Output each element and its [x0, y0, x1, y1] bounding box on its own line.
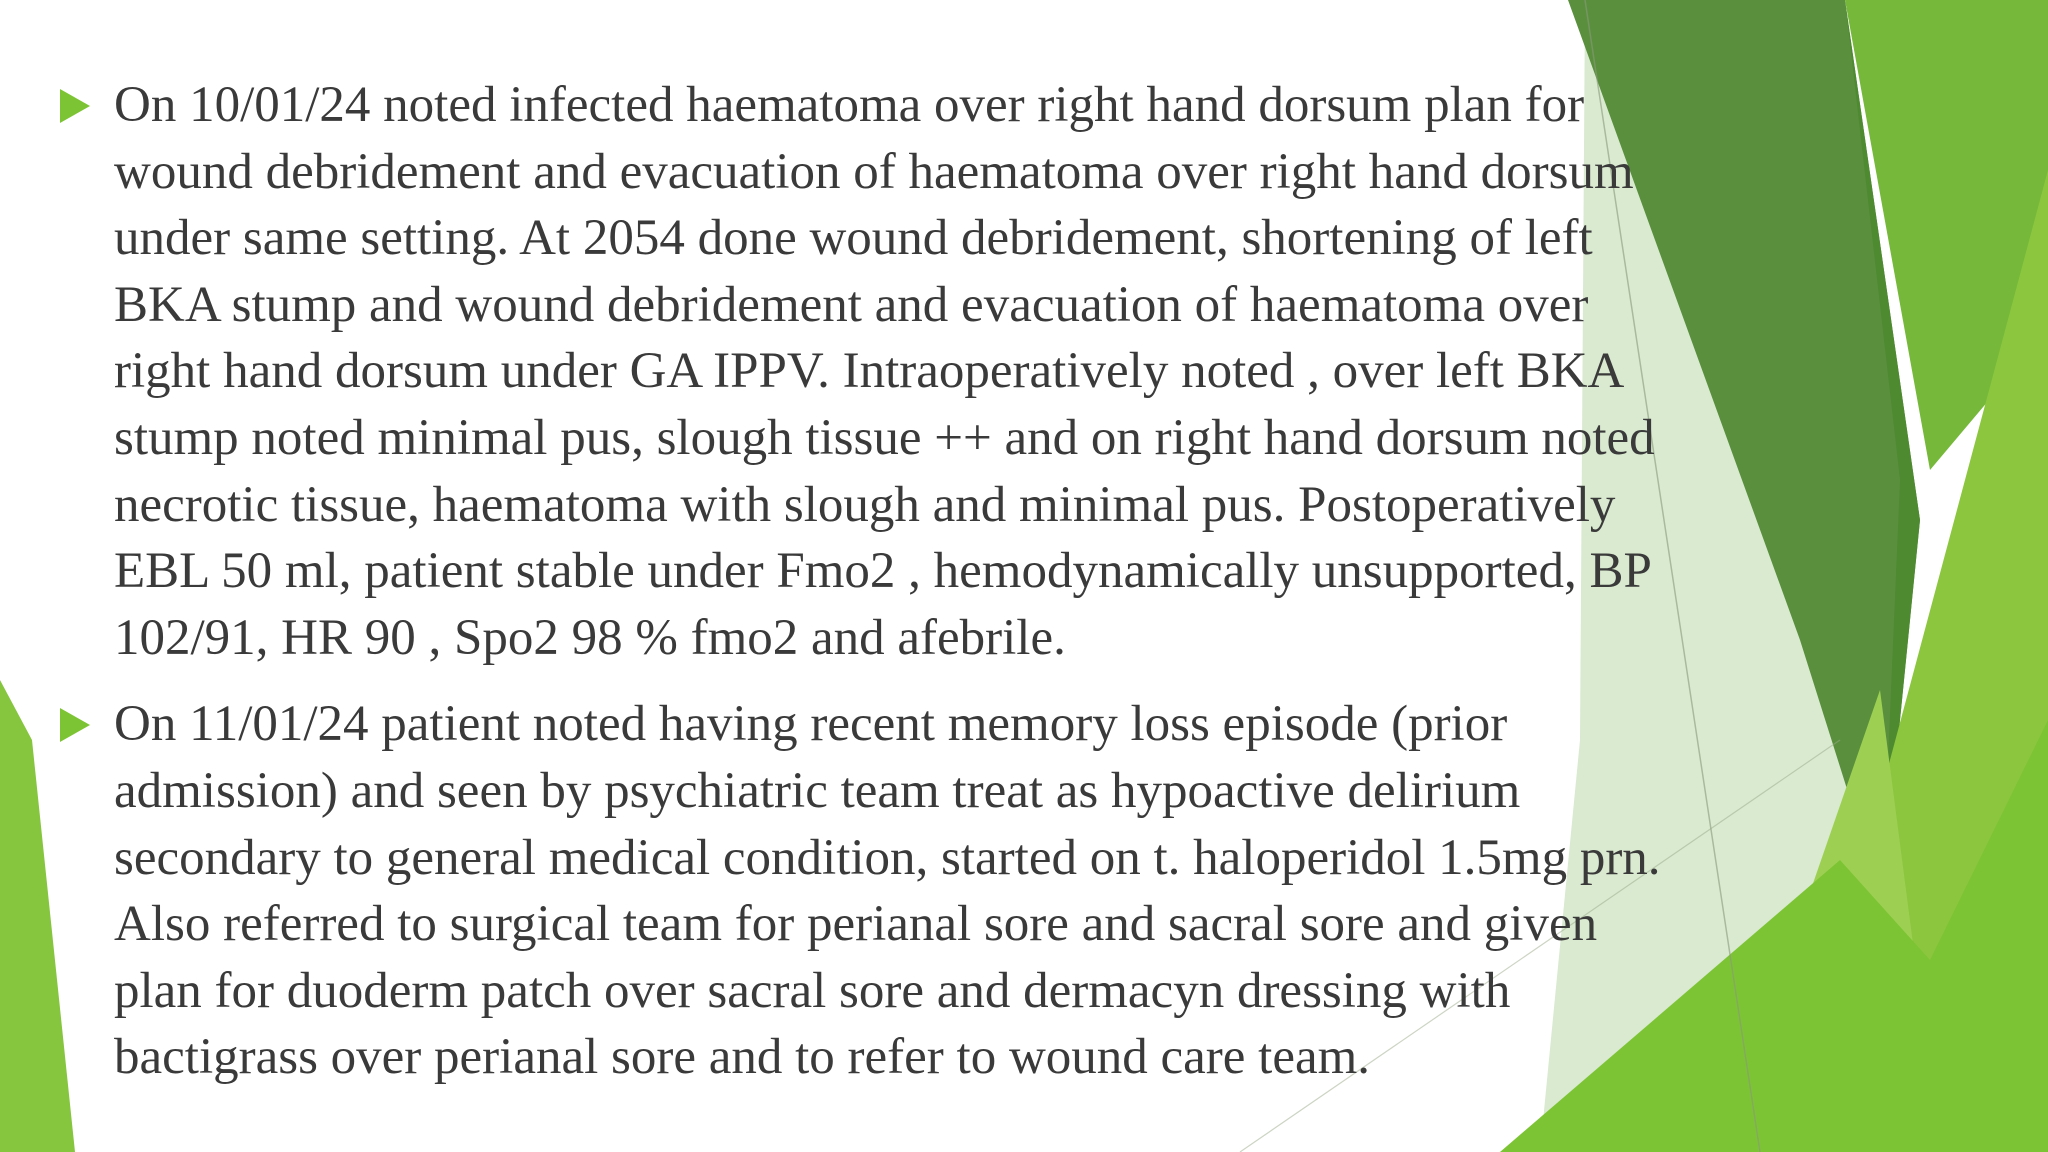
bullet-item-1	[58, 72, 1818, 671]
bullet-list	[58, 72, 1818, 1111]
bullet-text-2: On 11/01/24 patient noted having recent memory loss episode (prior admission) and seen by psychiatric team treat as hypoactive delirium secondary to general medical condition, started on t. haloperidol 1.5mg prn. Also referred to surgical team for perianal sore and sacral sore and given plan for duoderm patch over sacral sore and dermacyn dressing with bactigrass over perianal sore and to refer to wound care team.	[114, 696, 1661, 1086]
bullet-text-1: On 10/01/24 noted infected haematoma over right hand dorsum plan for wound debridement and evacuation of haematoma over right hand dorsum under same setting. At 2054 done wound debridement, shortening of left BKA stump and wound debridement and evacuation of haematoma over right hand dorsum under GA IPPV. Intraoperatively noted , over left BKA stump noted minimal pus, slough tissue ++ and on right hand dorsum noted necrotic tissue, haematoma with slough and minimal pus. Postoperatively EBL 50 ml, patient stable under Fmo2 , hemodynamically unsupported, BP 102/91, HR 90 , Spo2 98 % fmo2 and afebrile.	[114, 77, 1655, 666]
triangle-bullet-icon	[60, 708, 90, 742]
triangle-bullet-icon	[60, 89, 90, 123]
bullet-item-2	[58, 691, 1818, 1091]
